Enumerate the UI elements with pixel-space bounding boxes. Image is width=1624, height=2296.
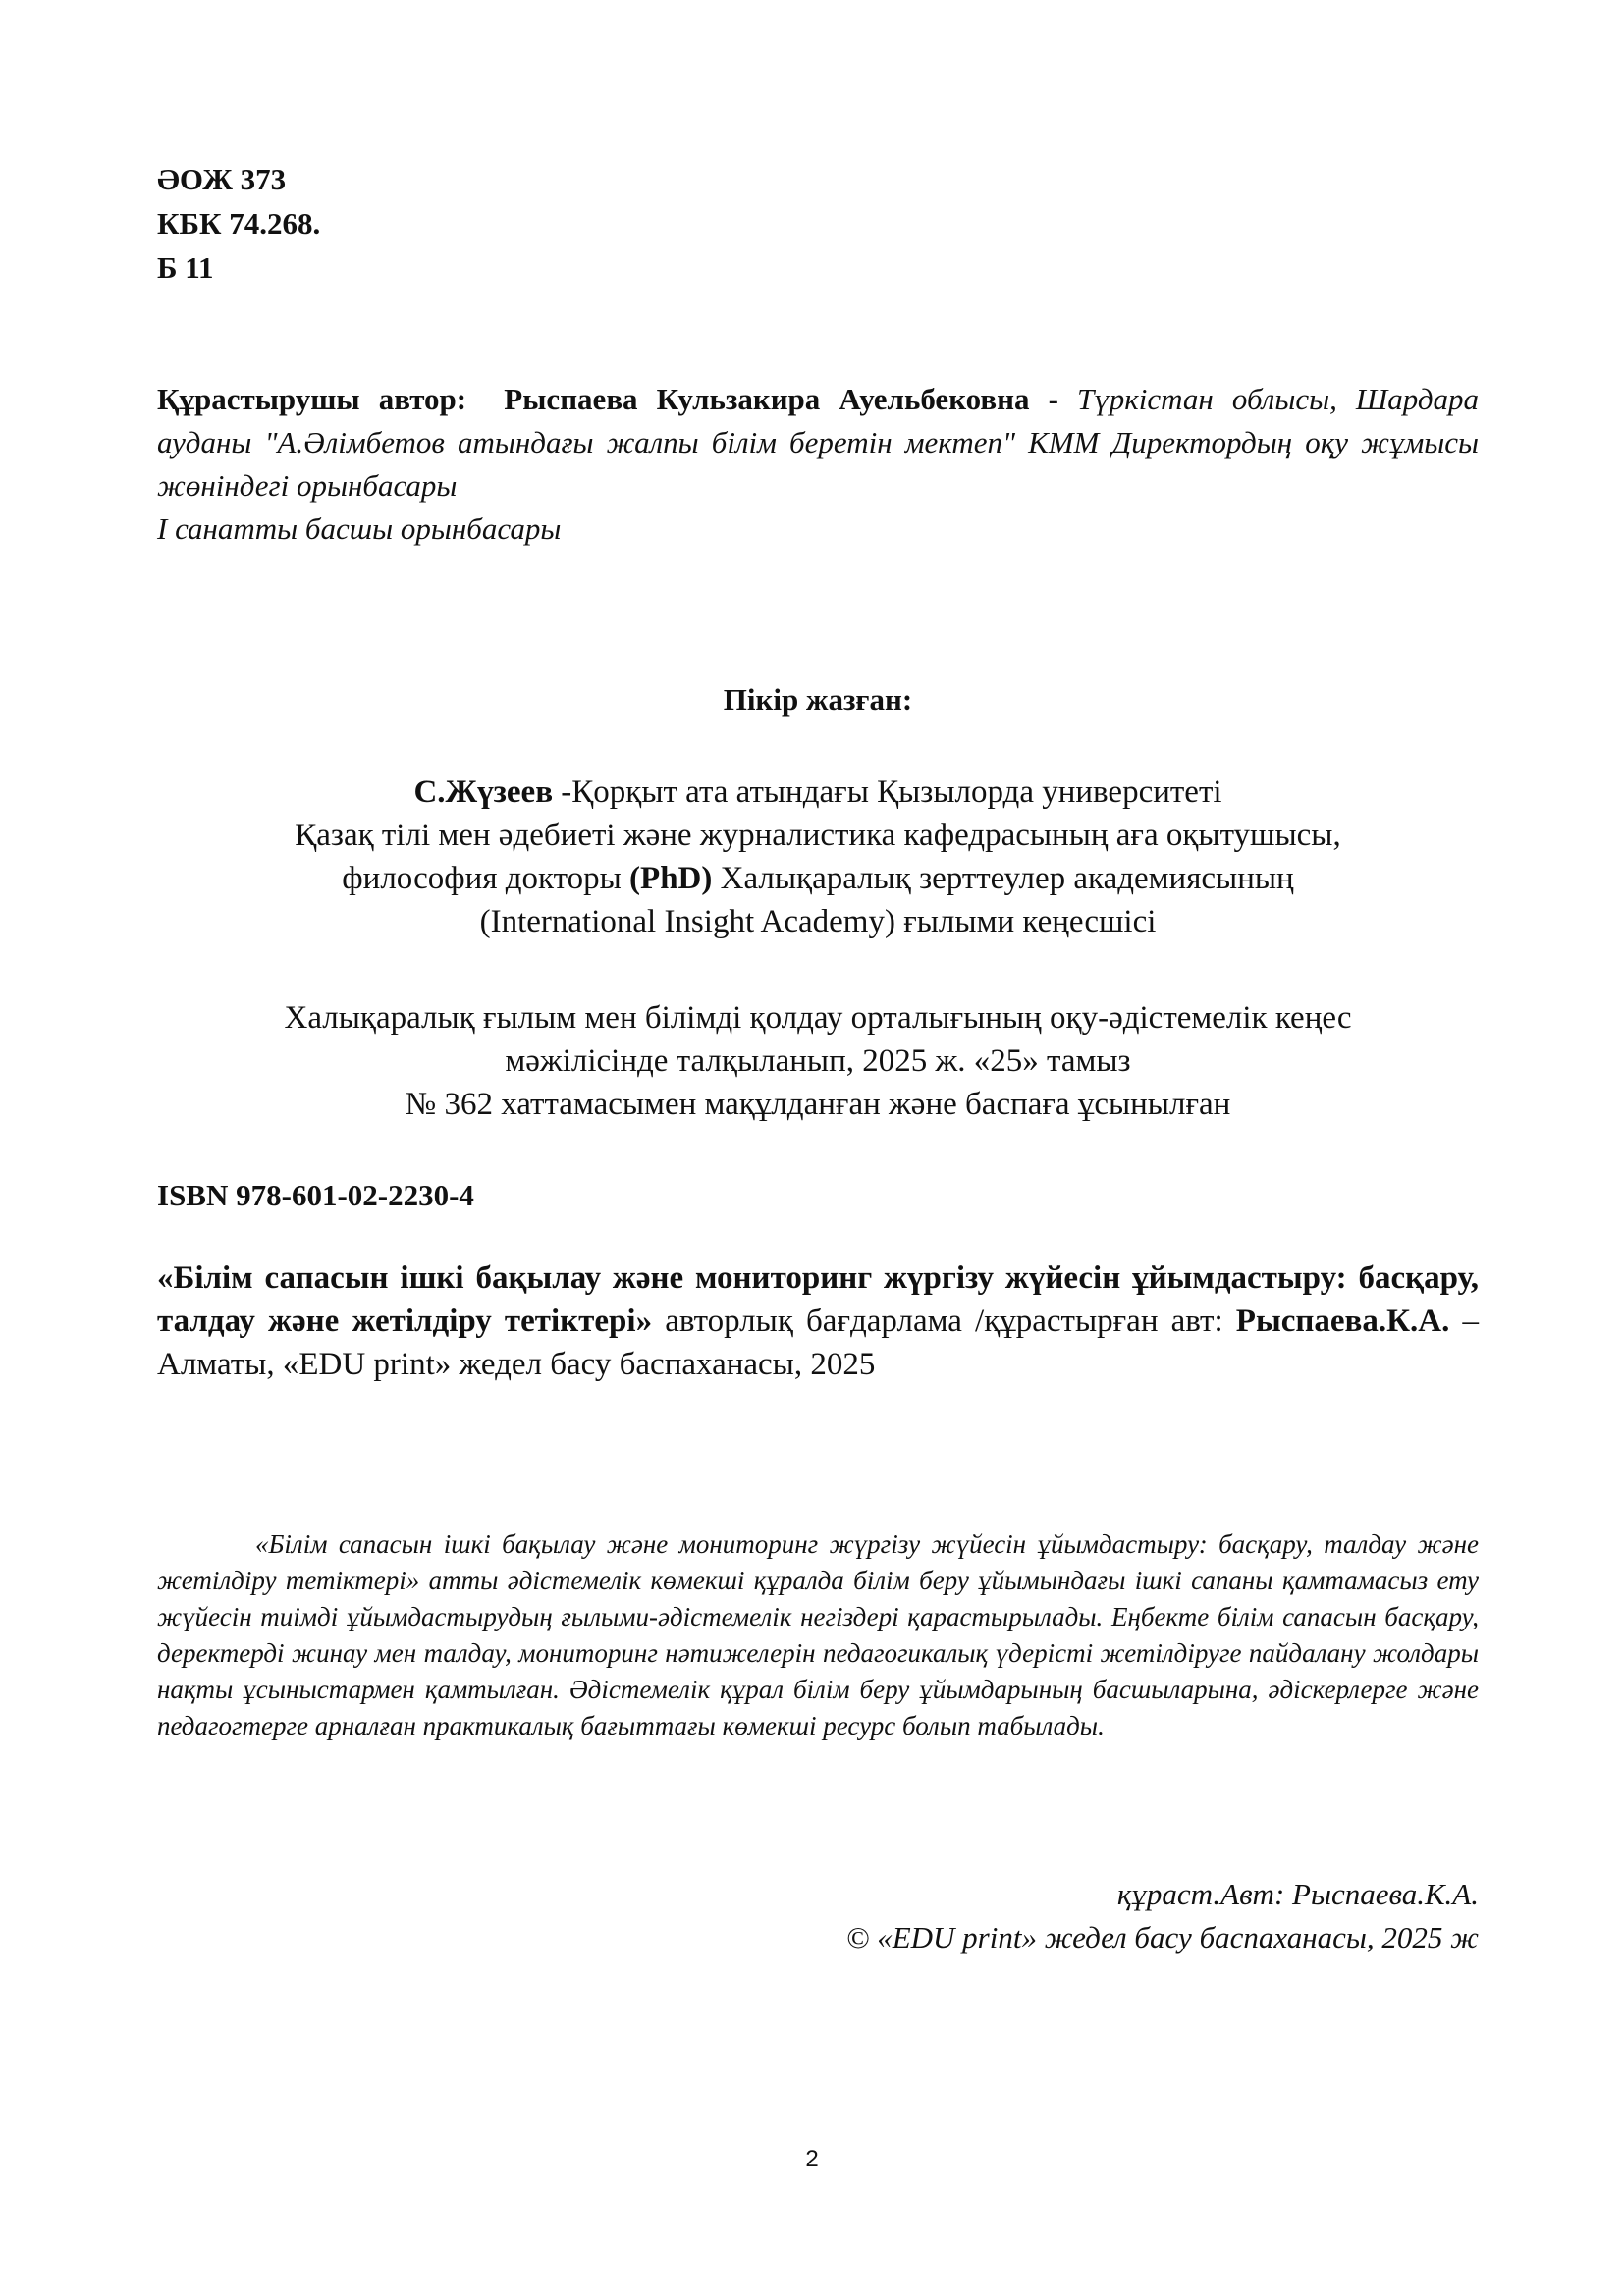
reviewer-line-4: (International Insight Academy) ғылыми кеңесшісі	[479, 904, 1157, 939]
reviewer-line-3: философия докторы (PhD) Халықаралық зерттеулер академиясының	[342, 861, 1294, 896]
reviewer-line-2: Қазақ тілі мен әдебиеті және журналистика кафедрасының аға оқытушысы,	[295, 818, 1341, 853]
reviewer-degree: (PhD)	[629, 861, 713, 896]
abstract: «Білім сапасын ішкі бақылау және мониторинг жүргізу жүйесін ұйымдастыру: басқару, талдау және жетілдіру тетіктері» атты әдістемелік көмекші құралда білім беру ұйымындағы ішкі сапаны қамтамасыз ету жүйесін тиімді ұйымдастырудың ғылыми-әдістемелік негіздері қарастырылады. Еңбекте білім сапасын басқару, деректерді жинау мен талдау, мониторинг нәтижелерін педагогикалық үдерісті жетілдіруге пайдалану жолдары нақты ұсыныстармен қамтылған. Әдістемелік құрал білім беру ұйымдарының басшыларына, әдіскерлерге және педагогтерге арналған практикалық бағыттағы көмекші ресурс болып табылады.	[157, 1529, 1479, 1740]
signature-compiler: құраст.Авт: Рыспаева.К.А.	[1116, 1877, 1479, 1911]
approval-note	[157, 996, 1479, 1126]
approval-line-1: Халықаралық ғылым мен білімді қолдау орталығының оқу-әдістемелік кеңес	[284, 1000, 1352, 1036]
udc-code: ӘОЖ 373	[157, 162, 287, 196]
signature-copyright: © «EDU print» жедел басу баспаханасы, 2025 ж	[845, 1920, 1479, 1954]
reviewer-name: С.Жүзеев	[413, 774, 554, 810]
compiler-author	[157, 378, 1479, 551]
compiler-label: Құрастырушы автор:	[157, 382, 467, 416]
signature	[157, 1873, 1479, 1959]
compiler-category: I санатты басшы орынбасары	[157, 511, 562, 546]
citation-title: «Білім сапасын ішкі бақылау және мониторинг жүргізу жүйесін ұйымдастыру: басқару, талдау және жетілдіру тетіктері»	[157, 1260, 1479, 1339]
bibliographic-citation: «Білім сапасын ішкі бақылау және мониторинг жүргізу жүйесін ұйымдастыру: басқару, талдау және жетілдіру тетіктері» авторлық бағдарлама /құрастырған авт: Рыспаева.К.А. – Алматы, «EDU print» жедел басу баспаханасы, 2025	[157, 1260, 1480, 1382]
reviewer-info	[157, 771, 1479, 943]
compiler-name: Рыспаева Кульзакира Ауельбековна	[504, 382, 1030, 416]
reviewer-heading: Пікір жазған:	[723, 682, 913, 717]
approval-line-2: мәжілісінде талқыланып, 2025 ж. «25» тамыз	[505, 1043, 1131, 1079]
compiler-separator: -	[1029, 382, 1078, 416]
lbc-code: КБК 74.268.	[157, 206, 321, 240]
reviewer-line-1: С.Жүзеев -Қорқыт ата атындағы Қызылорда университеті	[413, 774, 1222, 810]
citation-author: Рыспаева.К.А.	[1235, 1304, 1450, 1339]
classification-codes	[157, 157, 1479, 290]
isbn: ISBN 978-601-02-2230-4	[157, 1178, 474, 1212]
author-mark: Б 11	[157, 250, 214, 285]
approval-line-3: № 362 хаттамасымен мақұлданған және баспаға ұсынылған	[405, 1087, 1231, 1122]
page-number: 2	[805, 2146, 819, 2172]
compiler-position: Түркістан облысы, Шардара ауданы "А.Әлімбетов атындағы жалпы білім беретін мектеп" КММ Директордың оқу жұмысы жөніндегі орынбасары	[157, 382, 1480, 503]
